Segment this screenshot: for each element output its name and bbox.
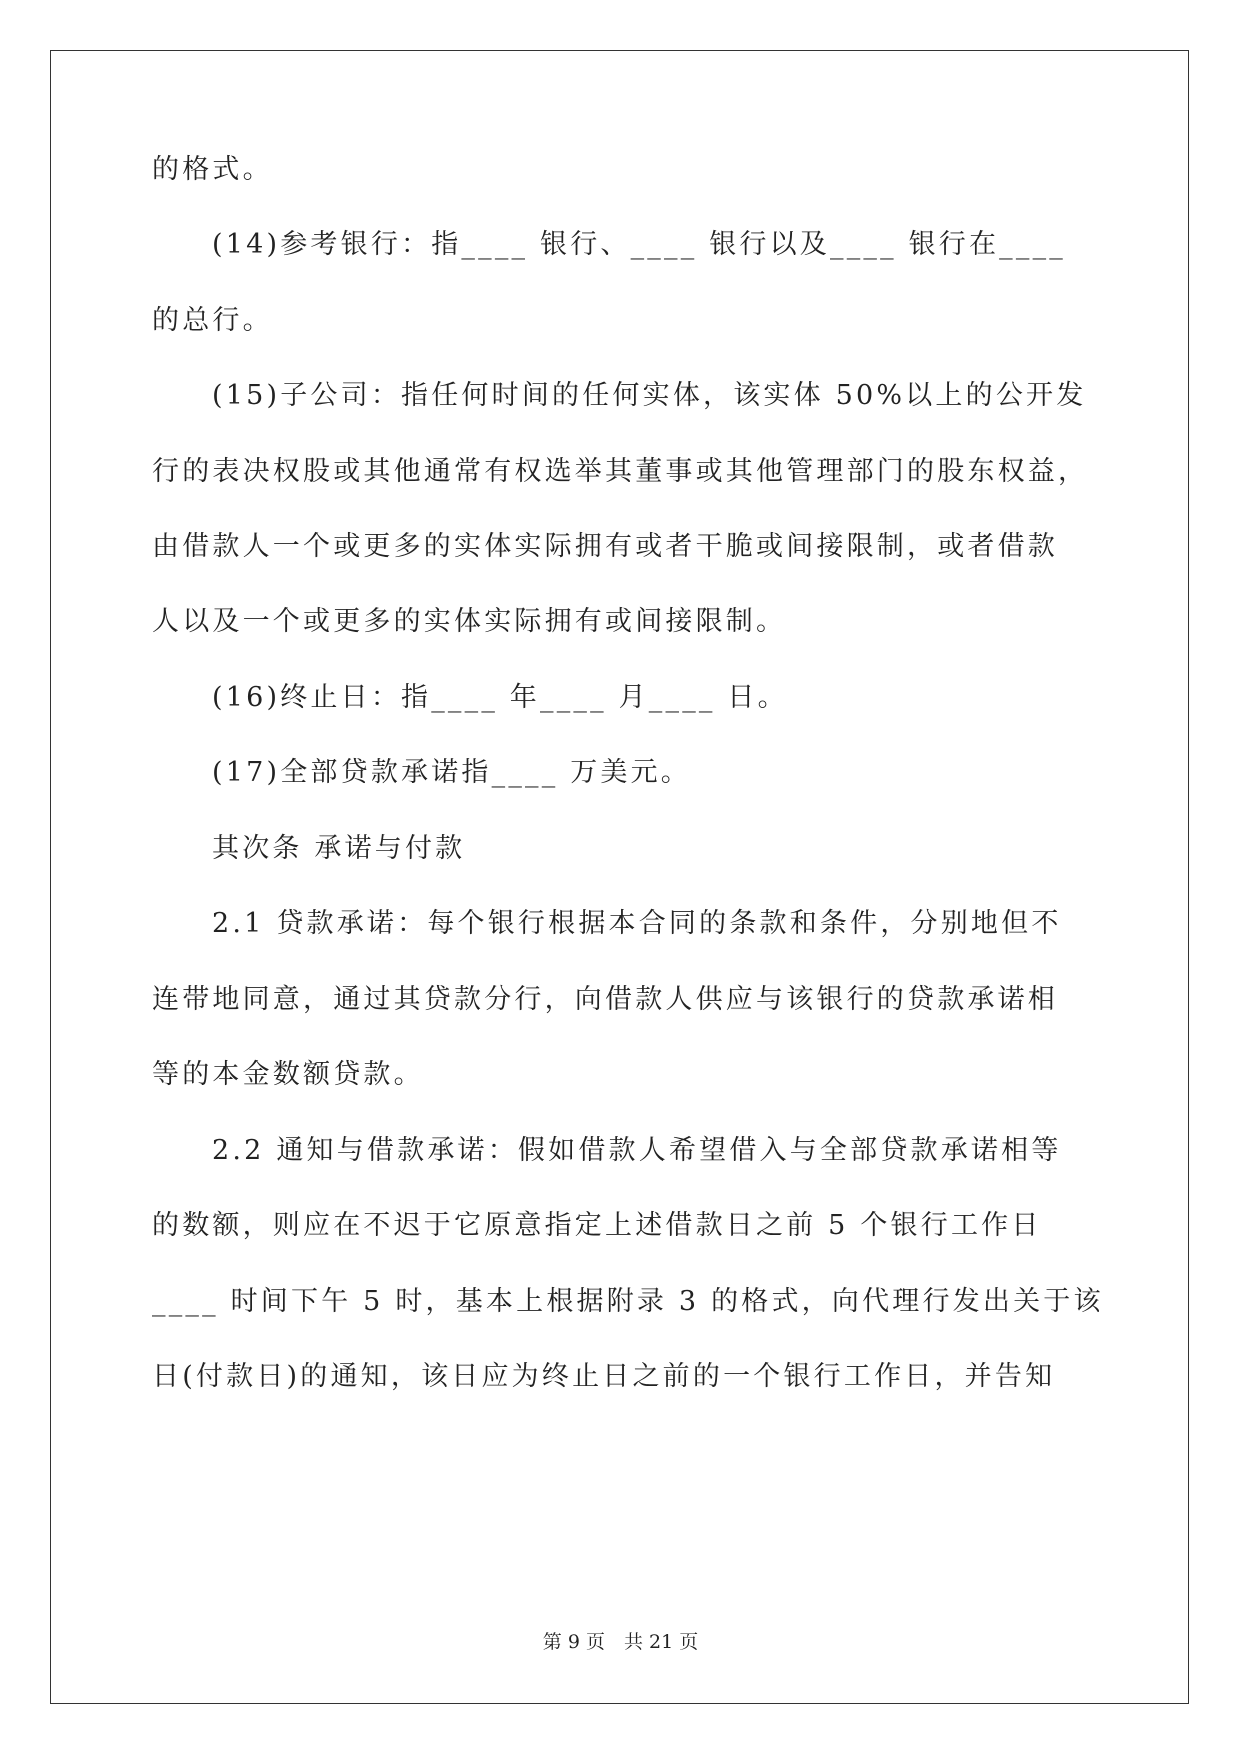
section-heading: 其次条 承诺与付款: [212, 833, 466, 864]
text-line: 日(付款日)的通知，该日应为终止日之前的一个银行工作日，并告知: [152, 1361, 1056, 1392]
text-line: 的总行。: [152, 305, 273, 336]
text-line: 连带地同意，通过其贷款分行，向借款人供应与该银行的贷款承诺相: [152, 984, 1058, 1015]
text-line: 由借款人一个或更多的实体实际拥有或者干脆或间接限制，或者借款: [152, 531, 1058, 562]
text-line: 的数额，则应在不迟于它原意指定上述借款日之前 5 个银行工作日: [152, 1210, 1042, 1241]
page-number-footer: 第 9 页 共 21 页: [542, 1631, 699, 1653]
text-line: 人以及一个或更多的实体实际拥有或间接限制。: [152, 606, 787, 637]
text-line: 2.1 贷款承诺：每个银行根据本合同的条款和条件，分别地但不: [212, 908, 1062, 939]
text-line: 行的表决权股或其他通常有权选举其董事或其他管理部门的股东权益，: [152, 456, 1089, 487]
page-border: [50, 50, 1189, 1704]
text-line: 2.2 通知与借款承诺：假如借款人希望借入与全部贷款承诺相等: [212, 1135, 1062, 1166]
text-line: (14)参考银行：指____ 银行、____ 银行以及____ 银行在____: [212, 229, 1066, 260]
text-line: (15)子公司：指任何时间的任何实体，该实体 50%以上的公开发: [212, 380, 1087, 411]
text-line: 等的本金数额贷款。: [152, 1059, 424, 1090]
text-line: ____ 时间下午 5 时，基本上根据附录 3 的格式，向代理行发出关于该: [152, 1286, 1104, 1317]
text-line: 的格式。: [152, 154, 273, 185]
text-line: (17)全部贷款承诺指____ 万美元。: [212, 757, 692, 788]
text-line: (16)终止日：指____ 年____ 月____ 日。: [212, 682, 788, 713]
